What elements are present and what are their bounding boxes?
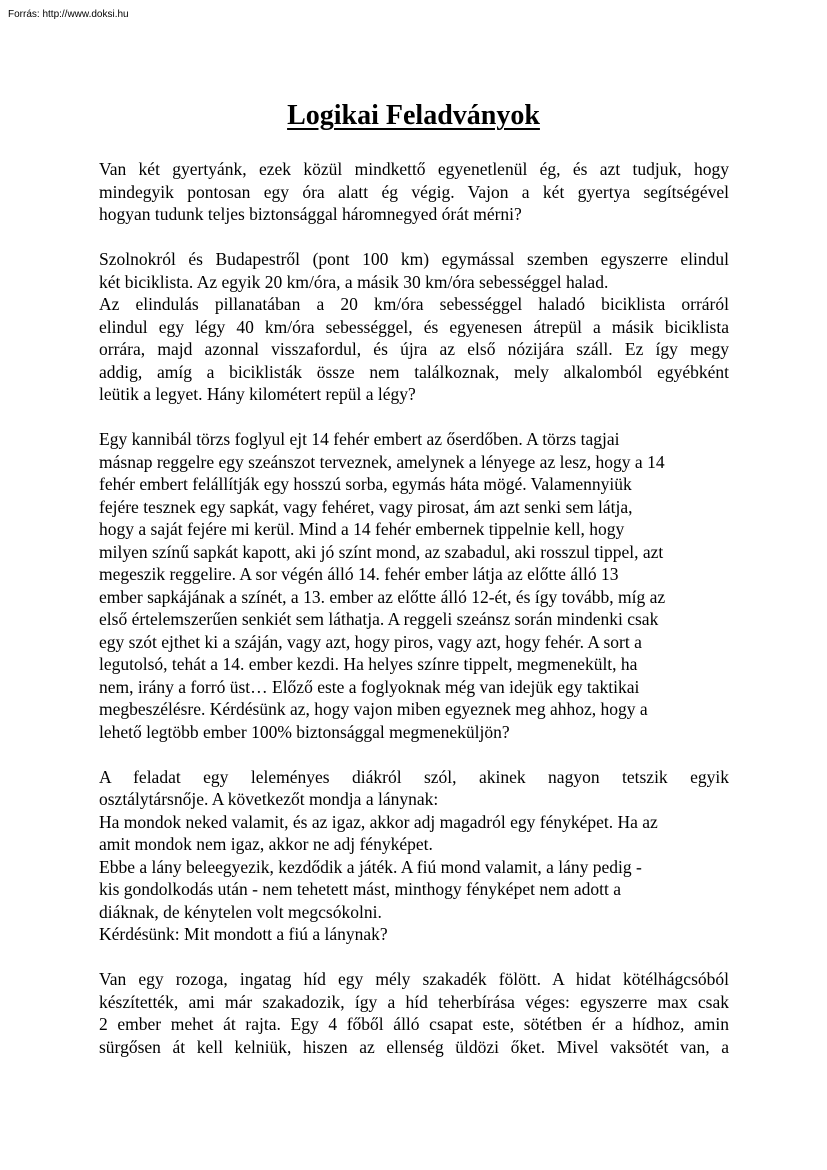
text-line: első értelemszerűen senkiét sem láthatja. A reggeli szeánsz során mindenki csak [99, 609, 659, 629]
text-line: 2 ember mehet át rajta. Egy 4 főből álló csapat este, sötétben ér a hídhoz, amin [99, 1014, 729, 1034]
text-line: hogy a saját fejére mi kerül. Mind a 14 fehér embernek tippelnie kell, hogy [99, 519, 625, 539]
text-line: mindegyik pontosan egy óra alatt ég végig. Vajon a két gyertya segítségével [99, 181, 729, 202]
text-line: addig, amíg a biciklisták össze nem találkoznak, mely alkalomból egyébként [99, 361, 729, 382]
text-line: fehér embert felállítják egy hosszú sorba, egymás háta mögé. Valamennyiük [99, 474, 632, 494]
text-line: lehető legtöbb ember 100% biztonsággal megmeneküljön? [99, 721, 510, 742]
text-line: leütik a legyet. Hány kilométert repül a légy? [99, 384, 416, 404]
text-line: másnap reggelre egy szeánszot terveznek, amelynek a lényege az lesz, hogy a 14 [99, 451, 665, 472]
text-line: Ebbe a lány beleegyezik, kezdődik a játék. A fiú mond valamit, a lány pedig - [99, 856, 642, 877]
text-line: A feladat egy leleményes diákról szól, akinek nagyon tetszik egyik [99, 766, 729, 787]
text-line: Van egy rozoga, ingatag híd egy mély szakadék fölött. A hidat kötélhágcsóból [99, 969, 729, 989]
text-line: Van két gyertyánk, ezek közül mindkettő egyenetlenül ég, és azt tudjuk, hogy [99, 159, 729, 179]
text-line: Egy kannibál törzs foglyul ejt 14 fehér embert az őserdőben. A törzs tagjai [99, 429, 620, 449]
document-body [99, 158, 729, 1081]
text-line: megbeszélésre. Kérdésünk az, hogy vajon miben egyeznek meg ahhoz, hogy a [99, 699, 648, 719]
paragraph-2 [99, 248, 729, 406]
text-line: egy szót ejthet ki a száján, vagy azt, hogy piros, vagy azt, hogy fehér. A sort a [99, 631, 642, 652]
text-line: készítették, ami már szakadozik, így a híd teherbírása véges: egyszerre max csak [99, 991, 729, 1012]
text-line: orrára, majd azonnal visszafordul, és újra az első nózijára száll. Ez így megy [99, 339, 729, 359]
text-line: amit mondok nem igaz, akkor ne adj fényképet. [99, 834, 433, 854]
text-line: sürgősen át kell kelniük, hiszen az ellenség üldözi őket. Mivel vaksötét van, a [99, 1036, 729, 1057]
text-line: Ha mondok neked valamit, és az igaz, akkor adj magadról egy fényképet. Ha az [99, 811, 658, 832]
text-line: nem, irány a forró üst… Előző este a foglyoknak még van idejük egy taktikai [99, 676, 640, 697]
text-line: megeszik reggelire. A sor végén álló 14. fehér ember látja az előtte álló 13 [99, 564, 619, 584]
text-line: Kérdésünk: Mit mondott a fiú a lánynak? [99, 924, 388, 944]
text-line: Szolnokról és Budapestről (pont 100 km) egymással szemben egyszerre elindul [99, 249, 729, 269]
text-line: hogyan tudunk teljes biztonsággal háromnegyed órát mérni? [99, 204, 522, 224]
text-line: diáknak, de kénytelen volt megcsókolni. [99, 901, 382, 922]
paragraph-3 [99, 428, 729, 743]
text-line: legutolsó, tehát a 14. ember kezdi. Ha helyes színre tippelt, megmenekült, ha [99, 654, 638, 674]
paragraph-4 [99, 766, 729, 946]
text-line: Az elindulás pillanatában a 20 km/óra sebességgel haladó biciklista orráról [99, 294, 729, 314]
paragraph-5 [99, 968, 729, 1058]
text-line: osztálytársnője. A következőt mondja a lánynak: [99, 789, 439, 809]
text-line: elindul egy légy 40 km/óra sebességgel, és egyenesen átrepül a másik biciklista [99, 316, 729, 337]
text-line: kis gondolkodás után - nem tehetett mást, minthogy fényképet nem adott a [99, 879, 621, 899]
text-line: ember sapkájának a színét, a 13. ember az előtte álló 12-ét, és így tovább, míg az [99, 586, 666, 607]
text-line: két biciklista. Az egyik 20 km/óra, a másik 30 km/óra sebességgel halad. [99, 271, 609, 292]
source-note: Forrás: http://www.doksi.hu [8, 9, 129, 20]
paragraph-1 [99, 158, 729, 226]
text-line: milyen színű sapkát kapott, aki jó színt mond, az szabadul, aki rosszul tippel, azt [99, 541, 664, 562]
page-title: Logikai Feladványok [287, 100, 540, 131]
text-line: fejére tesznek egy sapkát, vagy fehéret, vagy pirosat, ám azt senki sem látja, [99, 496, 633, 517]
